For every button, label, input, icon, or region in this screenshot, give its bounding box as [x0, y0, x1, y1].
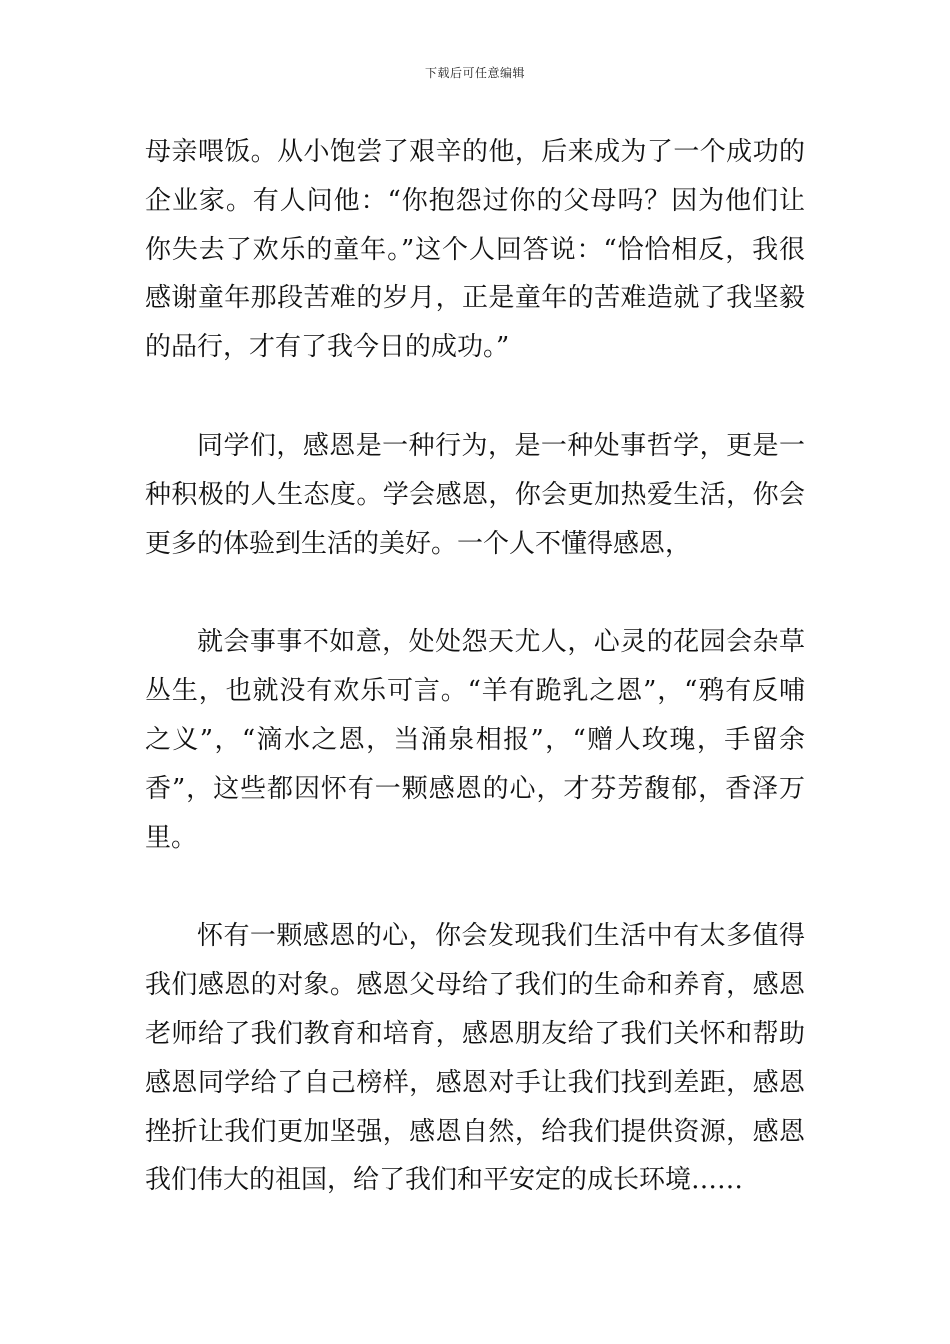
- paragraph-gap: [145, 568, 805, 618]
- paragraph-gratitude-attitude: 同学们，感恩是一种行为，是一种处事哲学，更是一种积极的人生态度。学会感恩，你会更加热爱生活，你会更多的体验到生活的美好。一个人不懂得感恩，: [145, 430, 805, 559]
- paragraph-proverbs: 就会事事不如意，处处怨天尤人，心灵的花园会杂草丛生，也就没有欢乐可言。“羊有跪乳之恩”，“鸦有反哺之义”，“滴水之恩，当涌泉相报”，“赠人玫瑰，手留余香”，这些都因怀有一颗感恩的心，才芬芳馥郁，香泽万里。: [145, 627, 805, 853]
- paragraph-gap: [145, 372, 805, 422]
- page-header: 下载后可任意编辑: [424, 66, 525, 80]
- paragraph-gratitude-objects: 怀有一颗感恩的心，你会发现我们生活中有太多值得我们感恩的对象。感恩父母给了我们的生命和养育，感恩老师给了我们教育和培育，感恩朋友给了我们关怀和帮助感恩同学给了自己榜样，感恩对手让我们找到差距，感恩挫折让我们更加坚强，感恩自然，给我们提供资源，感恩我们伟大的祖国，给了我们和平安定的成长环境……: [145, 921, 805, 1196]
- document-body: [145, 128, 805, 1205]
- paragraph-gap: [145, 862, 805, 912]
- paragraph-continuation: 母亲喂饭。从小饱尝了艰辛的他，后来成为了一个成功的企业家。有人问他：“你抱怨过你的父母吗？因为他们让你失去了欢乐的童年。”这个人回答说：“恰恰相反，我很感谢童年那段苦难的岁月，正是童年的苦难造就了我坚毅的品行，才有了我今日的成功。”: [145, 137, 805, 363]
